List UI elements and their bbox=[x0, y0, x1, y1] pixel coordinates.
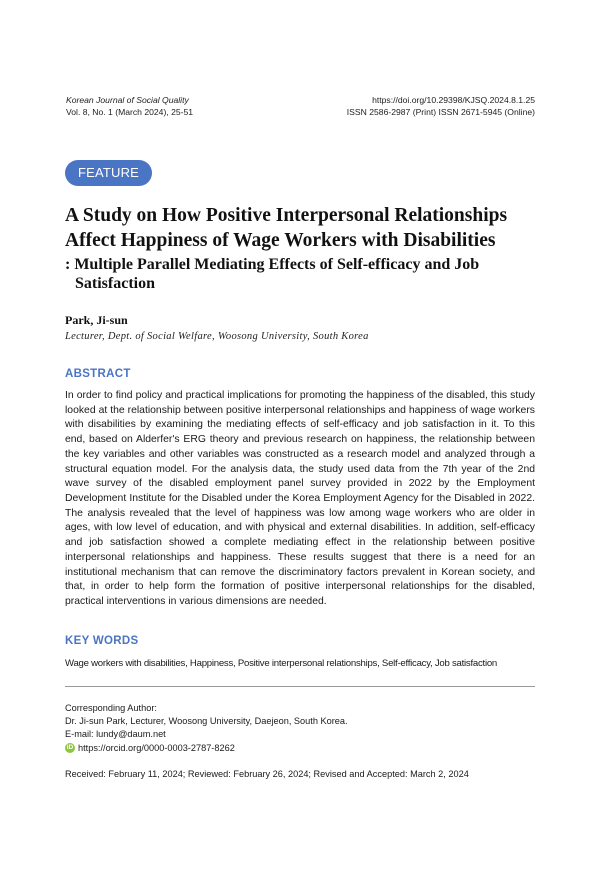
feature-badge: FEATURE bbox=[65, 160, 152, 186]
doi-link[interactable]: https://doi.org/10.29398/KJSQ.2024.8.1.25 bbox=[372, 95, 535, 105]
corresponding-author-block bbox=[65, 702, 348, 755]
orcid-link[interactable]: https://orcid.org/0000-0003-2787-8262 bbox=[78, 742, 235, 753]
author-affiliation: Lecturer, Dept. of Social Welfare, Woosong University, South Korea bbox=[65, 331, 369, 342]
corresponding-name: Dr. Ji-sun Park, Lecturer, Woosong University, Daejeon, South Korea. bbox=[65, 716, 348, 727]
journal-header bbox=[66, 94, 193, 118]
issn-info: ISSN 2586-2987 (Print) ISSN 2671-5945 (Online) bbox=[346, 107, 535, 117]
volume-info: Vol. 8, No. 1 (March 2024), 25-51 bbox=[66, 107, 194, 117]
submission-dates: Received: February 11, 2024; Reviewed: February 26, 2024; Revised and Accepted: March 2, 2024 bbox=[65, 769, 469, 779]
corresponding-label: Corresponding Author: bbox=[65, 703, 157, 713]
publication-info bbox=[347, 94, 535, 118]
abstract-heading: ABSTRACT bbox=[65, 368, 131, 380]
corresponding-email[interactable]: E-mail: lundy@daum.net bbox=[65, 729, 166, 740]
orcid-line bbox=[65, 742, 348, 755]
keywords-text: Wage workers with disabilities, Happiness, Positive interpersonal relationships, Self-efficacy, Job satisfaction bbox=[65, 658, 497, 669]
paper-title: A Study on How Positive Interpersonal Relationships Affect Happiness of Wage Workers with Disabilities bbox=[65, 205, 508, 251]
abstract-text: In order to find policy and practical implications for promoting the happiness of the disabled, this study looked at the relationship between positive interpersonal relationships and happiness of wage workers with disabilities by examining the mediating effects of self-efficacy and job satisfaction in it. To this end, based on Alderfer's ERG theory and previous research on happiness, the relationship between the key variables and other variables was constructed as a research model and analyzed through a structural equation model. For the analysis data, the study used data from the 7th year of the 2nd wave survey of the disabled employment panel survey provided in 2022 by the Employment Development Institute for the Disabled under the Korea Employment Agency for the Disabled in 2022. The analysis revealed that the level of happiness was low among wage workers who are older in ages, with low level of education, and with physical and external disabilities. In addition, self-efficacy and job satisfaction showed a complete mediating effect in the relationship between positive interpersonal relationships and happiness. These results suggest that there is a need for an institutional mechanism that can remove the discriminatory factors prevalent in Korean society, and that, in order to help form the formation of positive interpersonal relationships for the disabled, practical interventions in various dimensions are needed. bbox=[65, 390, 535, 608]
orcid-icon: iD bbox=[66, 744, 74, 752]
section-divider bbox=[65, 686, 535, 687]
paper-subtitle: : Multiple Parallel Mediating Effects of Self-efficacy and Job Satisfaction bbox=[65, 256, 480, 292]
author-name: Park, Ji-sun bbox=[65, 313, 128, 327]
journal-name: Korean Journal of Social Quality bbox=[66, 95, 189, 105]
keywords-heading: KEY WORDS bbox=[65, 635, 139, 647]
